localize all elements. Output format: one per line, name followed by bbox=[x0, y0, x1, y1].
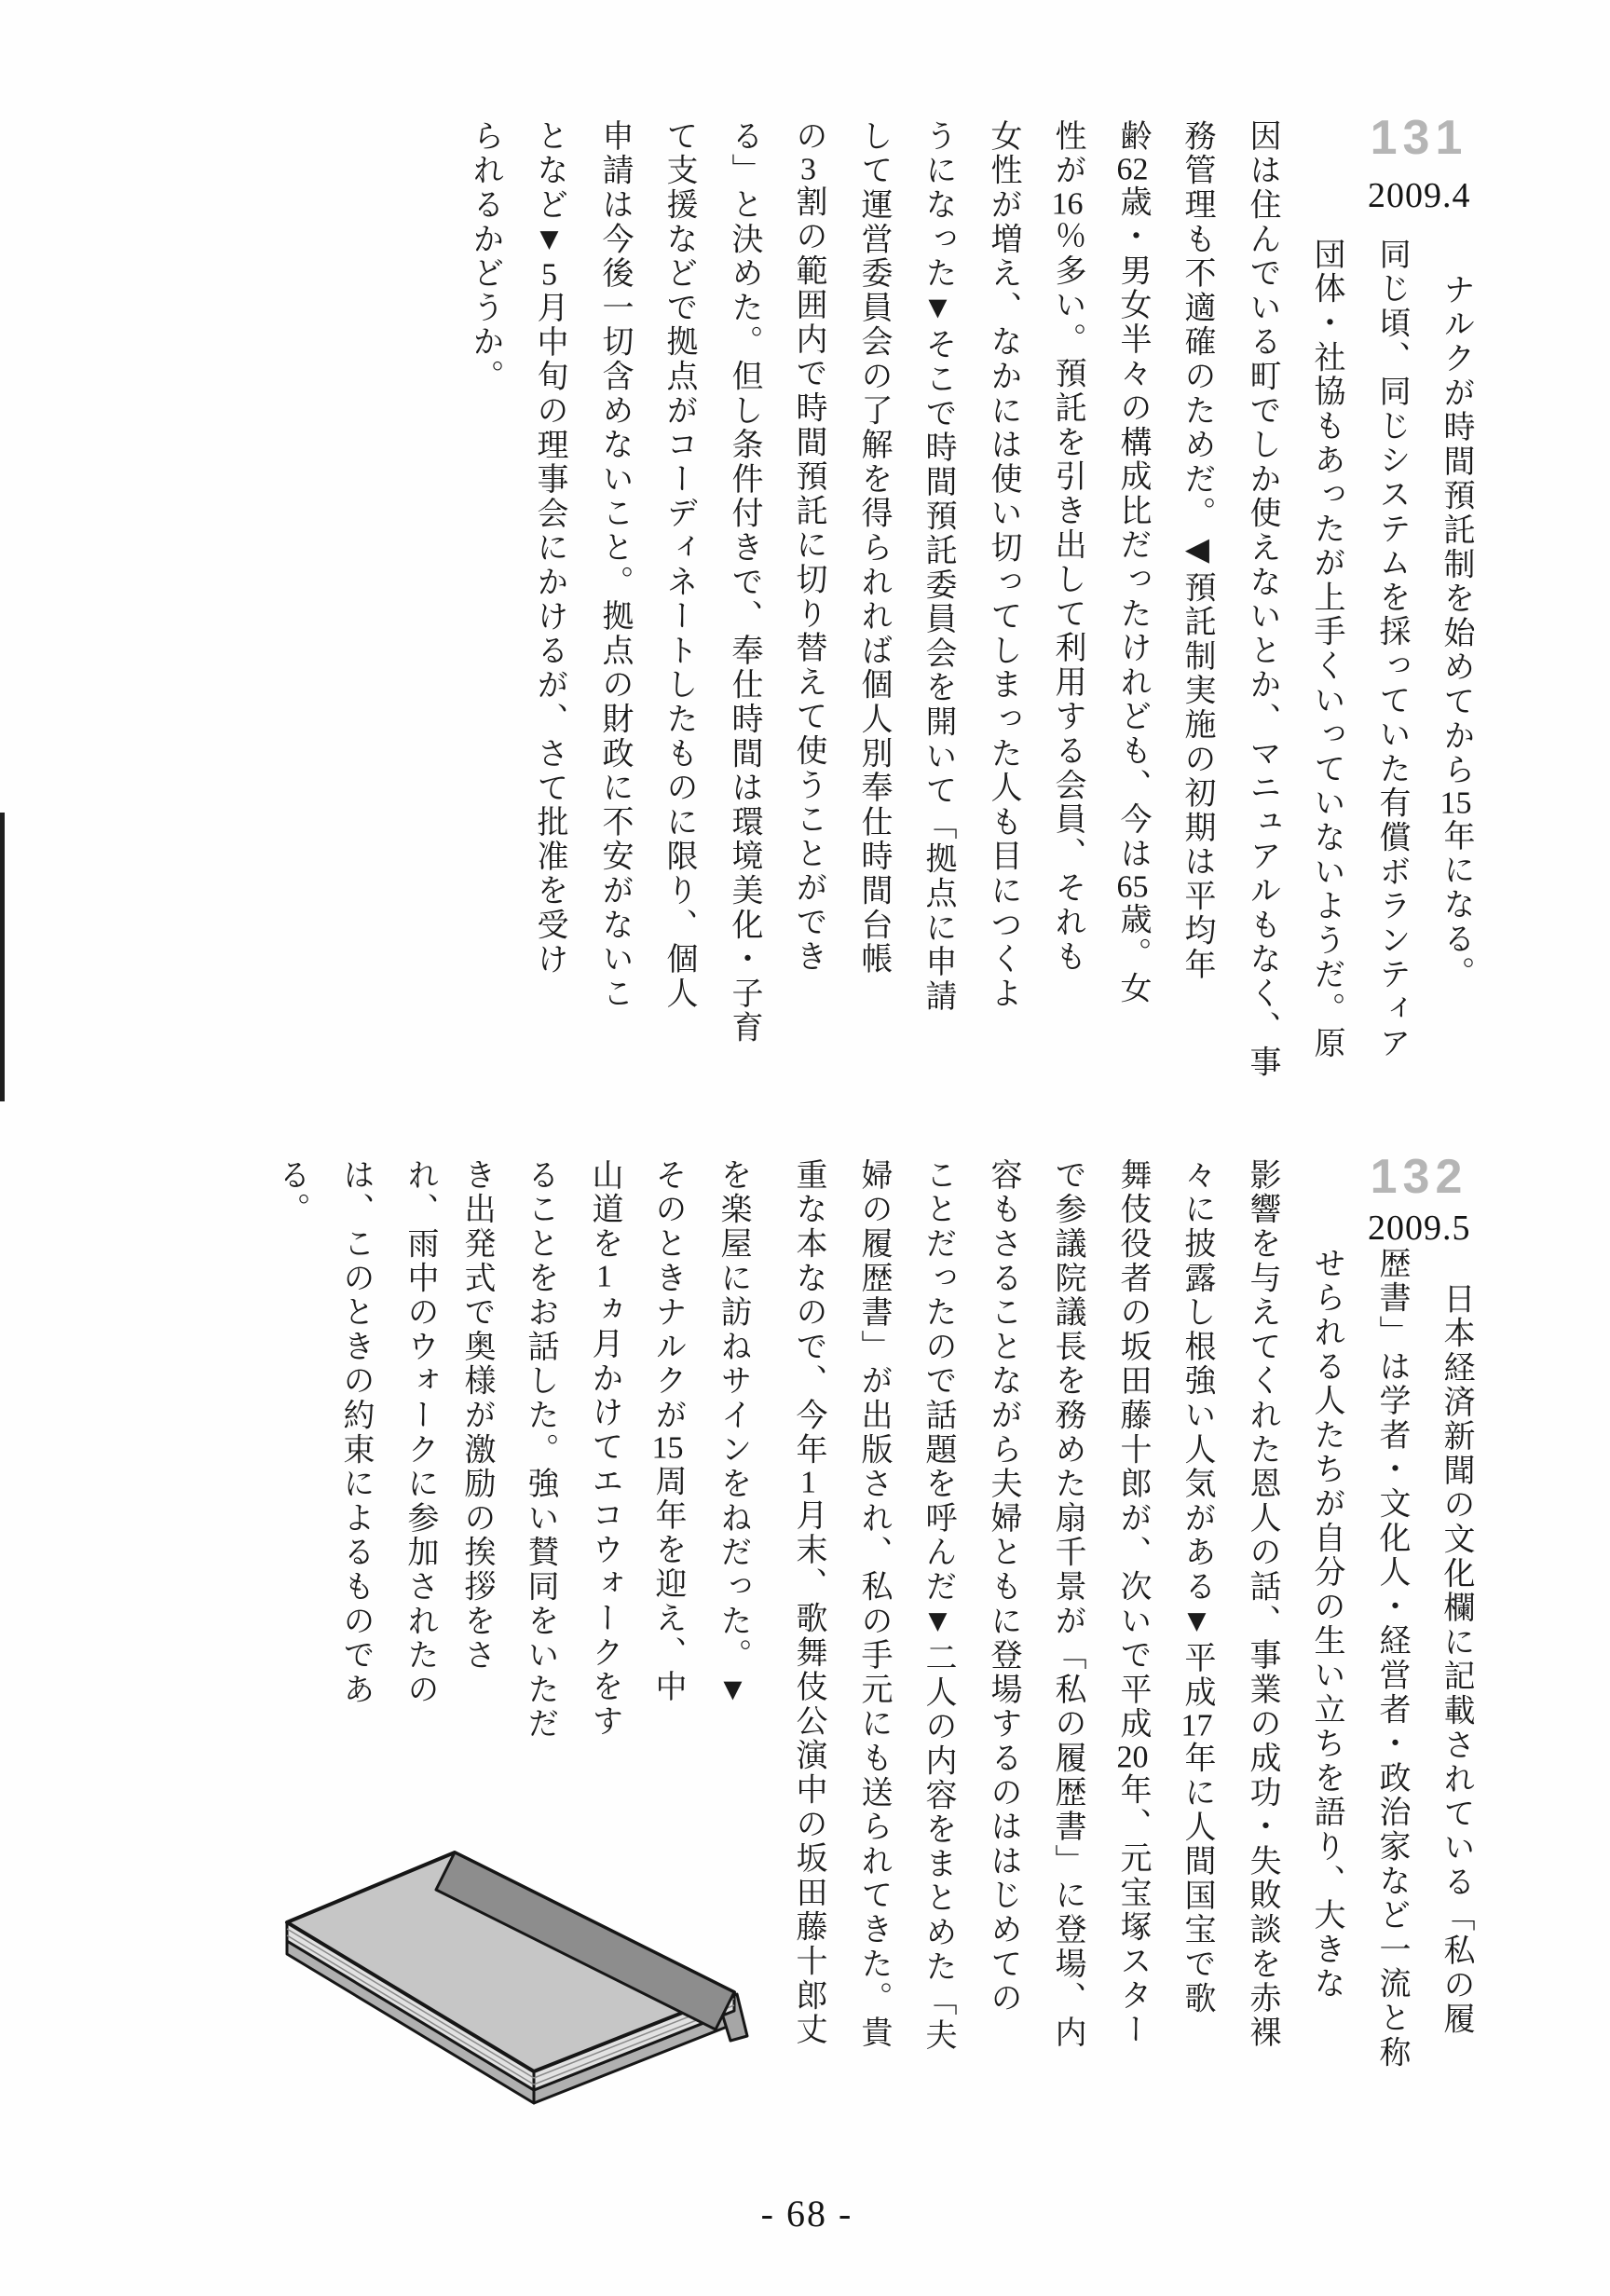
text-column: を楽屋に訪ねサインをねだった。▼ bbox=[716, 1158, 750, 1710]
scan-artifact-line bbox=[0, 813, 5, 1101]
section-date: 2009.5 bbox=[1368, 1209, 1471, 1248]
text-column: 々に披露し根強い人気がある▼平成17年に人間国宝で歌 bbox=[1180, 1158, 1214, 2016]
text-column: 日本経済新聞の文化欄に記載されている「私の履 bbox=[1439, 1282, 1473, 2037]
section-number: 131 bbox=[1370, 111, 1468, 165]
text-column: 舞伎役者の坂田藤十郎が、次いで平成20年、元宝塚スター bbox=[1115, 1158, 1150, 2048]
section-number: 132 bbox=[1370, 1150, 1468, 1204]
text-column: せられる人たちが自分の生い立ちを語り、大きな bbox=[1309, 1247, 1344, 2002]
text-column: で参議院議長を務めた扇千景が「私の履歴書」に登場、内 bbox=[1050, 1158, 1085, 2050]
text-column: れ、雨中のウォークに参加されたの bbox=[402, 1158, 437, 1707]
page-number: - 68 - bbox=[760, 2193, 853, 2234]
text-column: ことだったので話題を呼んだ▼二人の内容をまとめた「夫 bbox=[921, 1158, 955, 2053]
text-column: の3割の範囲内で時間預託に切り替えて使うことができ bbox=[791, 119, 825, 975]
text-column: 容もさることながら夫婦ともに登場するのははじめての bbox=[986, 1158, 1020, 2016]
text-column: る。 bbox=[274, 1158, 308, 1227]
text-column: 影響を与えてくれた恩人の話、事業の成功・失敗談を赤裸 bbox=[1245, 1158, 1279, 2050]
text-column: して運営委員会の了解を得られれば個人別奉仕時間台帳 bbox=[856, 119, 891, 977]
text-column: うになった▼そこで時間預託委員会を開いて「拠点に申請 bbox=[921, 119, 955, 1014]
text-column: 山道を1ヵ月かけてエコウォークをす bbox=[587, 1158, 621, 1739]
text-column: 婦の履歴書」が出版され、私の手元にも送られてきた。貴 bbox=[856, 1158, 891, 2050]
text-column: は、このときの約束によるものであ bbox=[338, 1158, 373, 1707]
text-column: 重な本なので、今年1月末、歌舞伎公演中の坂田藤十郎丈 bbox=[791, 1158, 825, 2048]
text-column: 申請は今後一切含めないこと。拠点の財政に不安がないこ bbox=[597, 119, 632, 1011]
text-column: 務管理も不適確のためだ。◀預託制実施の初期は平均年 bbox=[1180, 119, 1214, 982]
text-column: となど▼5月中旬の理事会にかけるが、さて批准を受け bbox=[532, 119, 566, 977]
text-column: 性が16％多い。預託を引き出して利用する会員、それも bbox=[1050, 119, 1085, 975]
text-column: られるかどうか。 bbox=[468, 119, 502, 394]
text-column: 女性が増え、なかには使い切ってしまった人も目につくよ bbox=[986, 119, 1020, 1011]
text-column: 齢62歳・男女半々の構成比だったけれども、今は65歳。女 bbox=[1115, 119, 1150, 1006]
text-column: ナルクが時間預託制を始めてから15年になる。 bbox=[1439, 273, 1473, 991]
section-date: 2009.4 bbox=[1368, 176, 1471, 215]
text-column: る」と決めた。但し条件付きで、奉仕時間は環境美化・子育 bbox=[727, 119, 761, 1046]
text-column: そのときナルクが15周年を迎え、中 bbox=[650, 1158, 685, 1705]
text-column: ることをお話した。強い賛同をいただ bbox=[523, 1158, 557, 1742]
text-column: て支援などで拠点がコーディネートしたものに限り、個人 bbox=[662, 119, 696, 1011]
text-column: き出発式で奥様が激励の挨拶をさ bbox=[459, 1158, 494, 1673]
book-illustration bbox=[273, 1838, 753, 2118]
text-column: 団体・社協もあったが上手くいっていないようだ。原 bbox=[1309, 238, 1344, 1061]
text-column: 同じ頃、同じシステムを採っていた有償ボランティア bbox=[1374, 238, 1409, 1061]
text-column: 歴書」は学者・文化人・経営者・政治家など一流と称 bbox=[1374, 1247, 1409, 2070]
text-column: 因は住んでいる町でしか使えないとか、マニュアルもなく、事 bbox=[1245, 119, 1279, 1080]
